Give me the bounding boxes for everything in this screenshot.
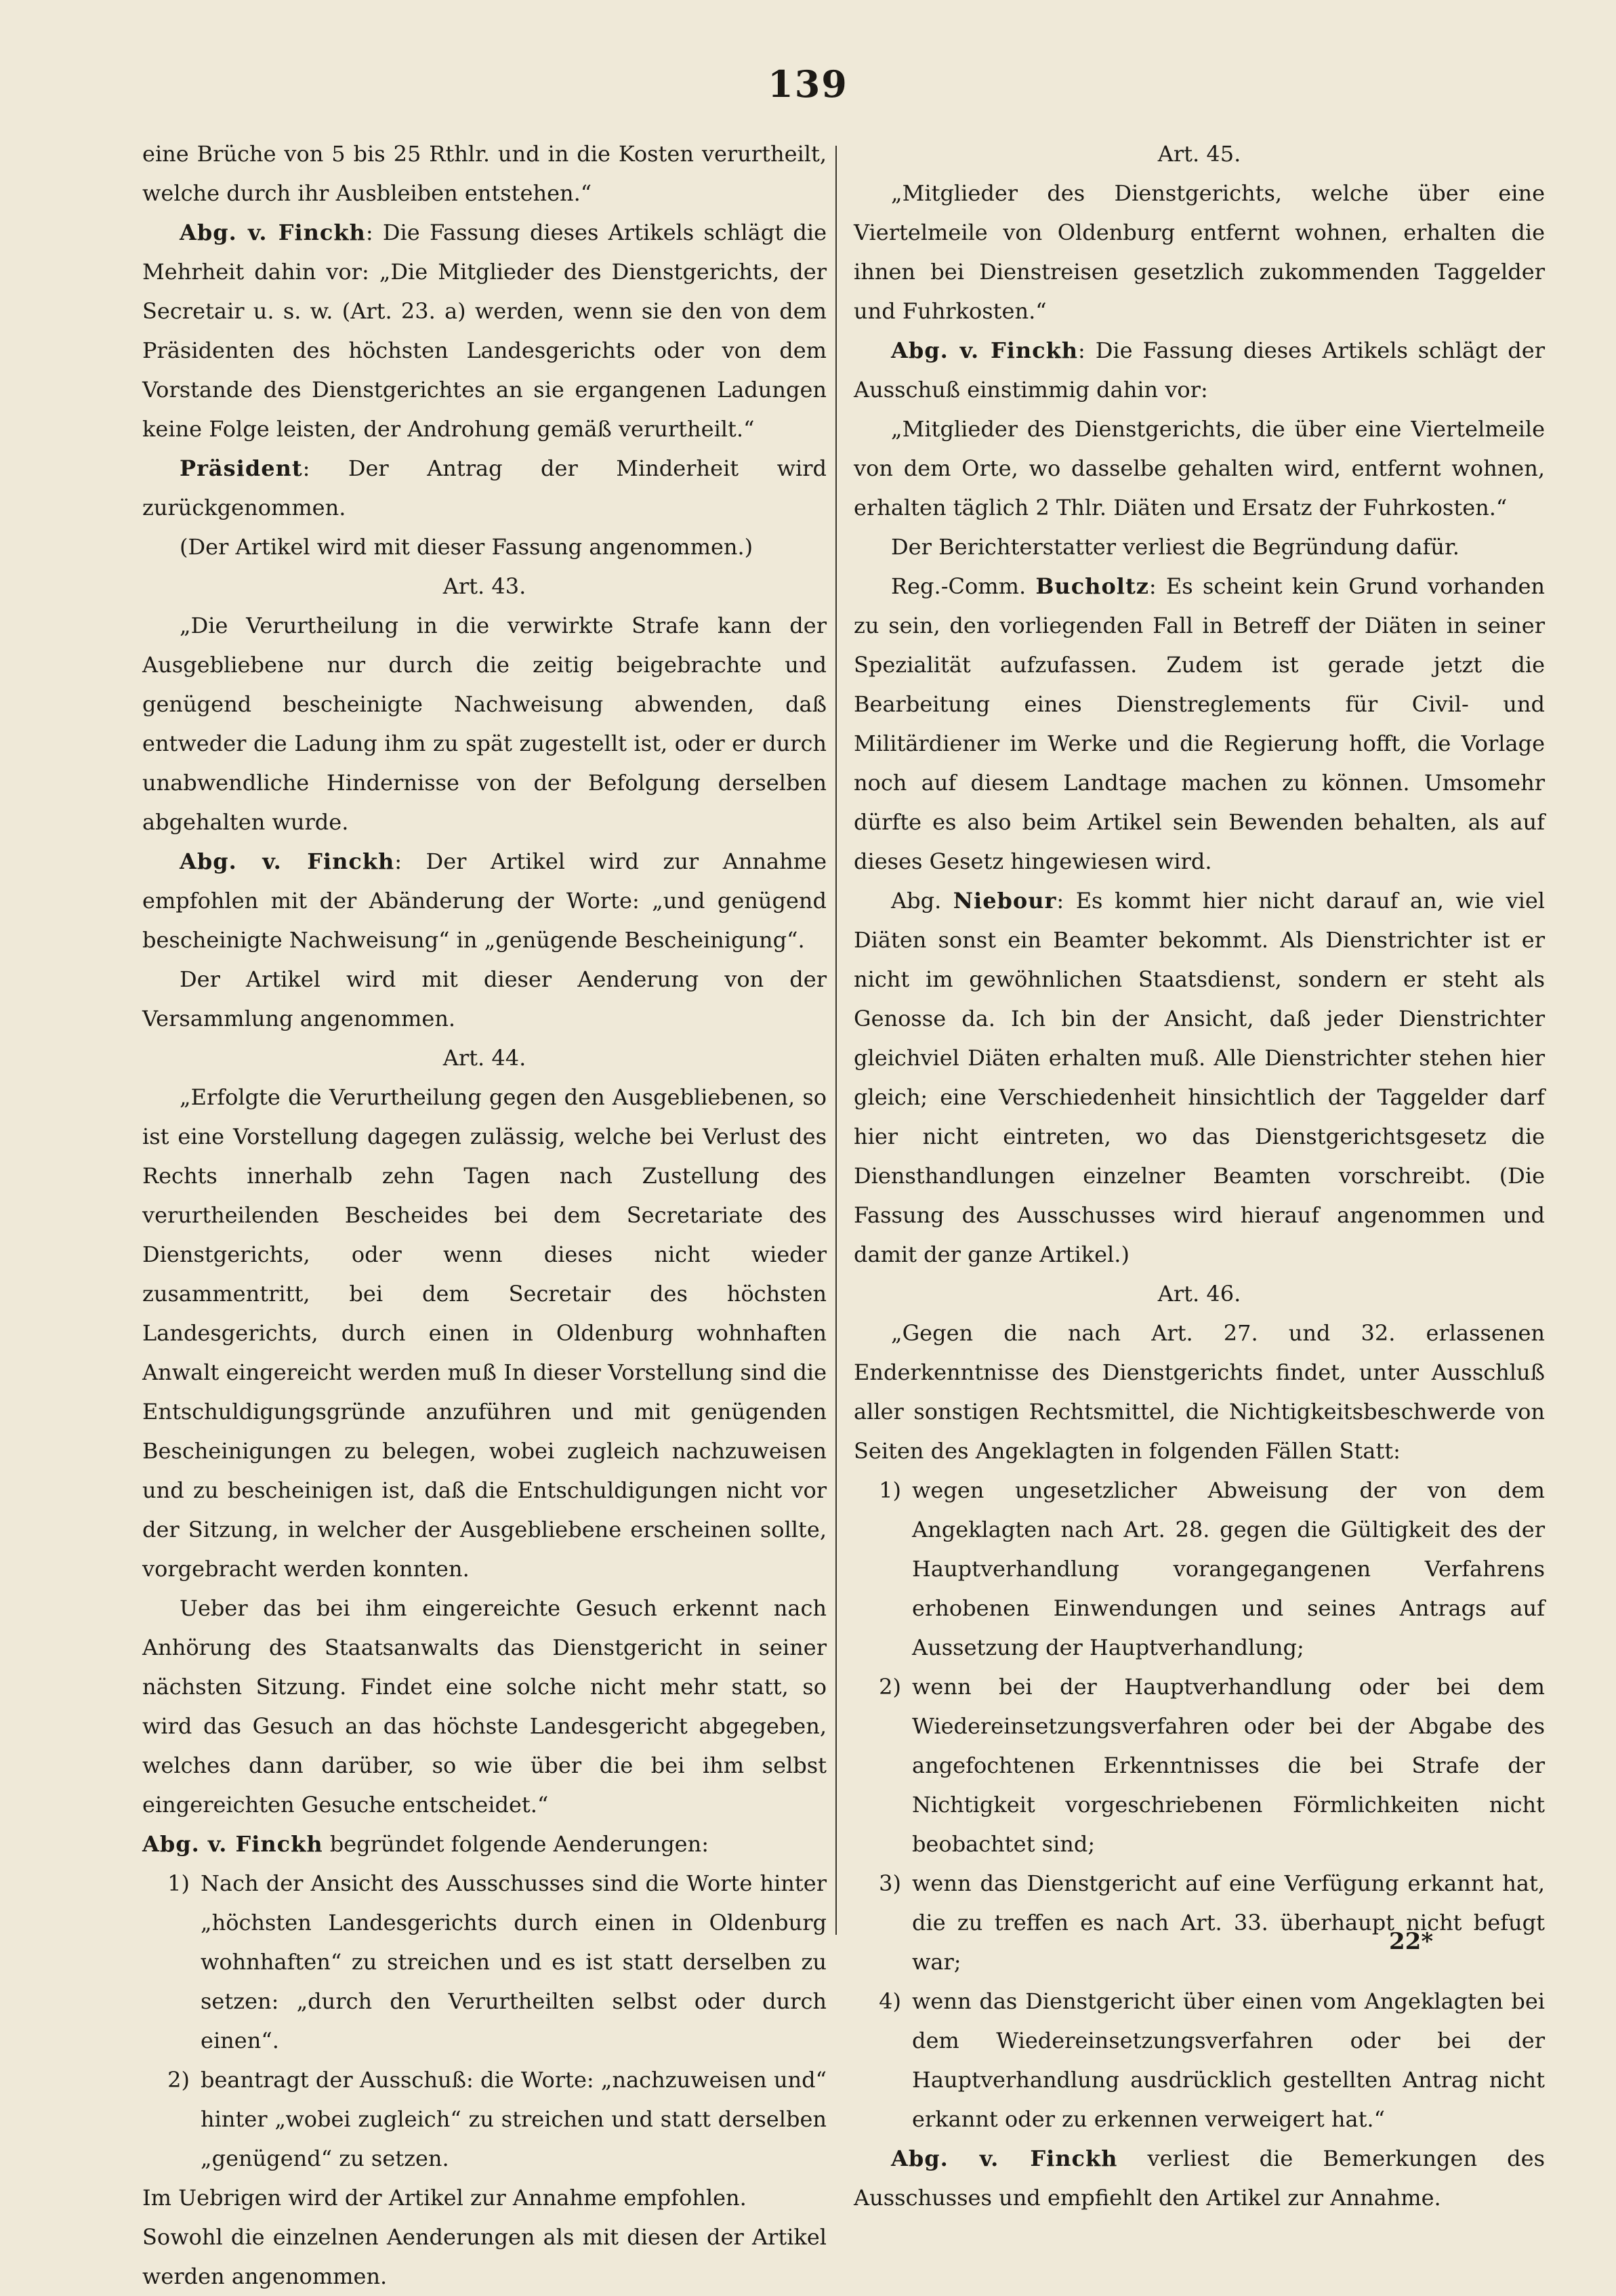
speech-text: : Der Artikel wird zur Annahme empfohlen mit der Abänderung der Worte: „und genügend bescheinigte Nachweisung“ in „genügende Bescheinigung“.: [142, 848, 827, 953]
list-item: [854, 1667, 1545, 1864]
speech-text: verliest die Bemerkungen des Ausschusses und empfiehlt den Artikel zur Annahme.: [854, 2146, 1546, 2211]
speech-text: begründet folgende Aenderungen:: [323, 1831, 709, 1857]
paragraph: [854, 2139, 1545, 2217]
list-number: 1): [879, 1477, 901, 1503]
speaker-name: Abg. v. Finckh: [891, 2146, 1118, 2171]
speaker-name: Abg. v. Finckh: [142, 1831, 323, 1857]
page-number: 139: [768, 62, 848, 106]
paragraph: Der Berichterstatter verliest die Begründung dafür.: [891, 534, 1459, 560]
speaker-title: Abg.: [891, 888, 953, 914]
list-number: 3): [879, 1870, 901, 1896]
list-item: [854, 1471, 1545, 1667]
right-column: [854, 134, 1545, 2217]
speaker-name: Bucholtz: [1035, 573, 1149, 599]
speaker-name: Abg. v. Finckh: [891, 337, 1079, 363]
list-item: [854, 1864, 1545, 1982]
article-text: „Die Verurtheilung in die verwirkte Strafe kann der Ausgebliebene nur durch die zeitig beigebrachte und genügend bescheinigte Nachweisung abwenden, daß entweder die Ladung ihm zu spät zugestellt ist, oder er durch unabwendliche Hindernisse von der Befolgung derselben abgehalten wurde.: [142, 613, 827, 835]
paragraph: [854, 567, 1545, 881]
article-heading: Art. 43.: [442, 573, 526, 599]
list-number: 4): [879, 1988, 901, 2014]
speech-text: : Die Fassung dieses Artikels schlägt die Mehrheit dahin vor: „Die Mitglieder des Dienstgerichts, der Secretair u. s. w. (Art. 23. a) werden, wenn sie den von dem Präsidenten des höchsten Landesgerichts oder von dem Vorstande des Dienstgerichtes an sie ergangenen Ladungen keine Folge leisten, der Androhung gemäß verurtheilt.“: [142, 220, 827, 442]
article-heading: Art. 46.: [1157, 1281, 1241, 1307]
paragraph: Im Uebrigen wird der Artikel zur Annahme empfohlen.: [142, 2185, 747, 2211]
speech-text: : Die Fassung dieses Artikels schlägt der Ausschuß einstimmig dahin vor:: [854, 337, 1545, 403]
paragraph: [142, 449, 827, 527]
signature-mark: 22*: [1389, 1928, 1434, 1955]
list-text: Nach der Ansicht des Ausschusses sind die Worte hinter „höchsten Landesgerichts durch einen in Oldenburg wohnhaften“ zu streichen und es ist statt derselben zu setzen: „durch den Verurtheilten selbst oder durch einen“.: [201, 1870, 827, 2053]
paragraph: eine Brüche von 5 bis 25 Rthlr. und in die Kosten verurtheilt, welche durch ihr Ausbleiben entstehen.“: [142, 141, 827, 206]
article-text: „Erfolgte die Verurtheilung gegen den Ausgebliebenen, so ist eine Vorstellung dagegen zulässig, welche bei Verlust des Rechts innerhalb zehn Tagen nach Zustellung des verurtheilenden Bescheides bei dem Secretariate des Dienstgerichts, oder wenn dieses nicht wieder zusammentritt, bei dem Secretair des höchsten Landesgerichts, durch einen in Oldenburg wohnhaften Anwalt eingereicht werden muß In dieser Vorstellung sind die Entschuldigungsgründe anzuführen und mit genügenden Bescheinigungen zu belegen, wobei zugleich nachzuweisen und zu bescheinigen ist, daß die Entschuldigungen nicht vor der Sitzung, in welcher der Ausgebliebene erscheinen sollte, vorgebracht werden konnten.: [142, 1084, 827, 1582]
paragraph: [142, 213, 827, 449]
article-text: „Gegen die nach Art. 27. und 32. erlassenen Enderkenntnisse des Dienstgerichts findet, unter Ausschluß aller sonstigen Rechtsmittel, die Nichtigkeitsbeschwerde von Seiten des Angeklagten in folgenden Fällen Statt:: [854, 1320, 1545, 1464]
article-text: Ueber das bei ihm eingereichte Gesuch erkennt nach Anhörung des Staatsanwalts das Dienstgericht in seiner nächsten Sitzung. Findet eine solche nicht mehr statt, so wird das Gesuch an das höchste Landesgericht abgegeben, welches dann darüber, so wie über die bei ihm selbst eingereichten Gesuche entscheidet.“: [142, 1595, 827, 1818]
list-text: wenn das Dienstgericht über einen vom Angeklagten bei dem Wiedereinsetzungsverfahren oder bei der Hauptverhandlung ausdrücklich gestellten Antrag nicht erkannt oder zu erkennen verweigert hat.“: [912, 1988, 1545, 2132]
paragraph: [142, 1824, 827, 1864]
list-item: [854, 1982, 1545, 2139]
speaker-name: Präsident: [180, 455, 303, 481]
list-number: 1): [167, 1870, 190, 1896]
speaker-name: Abg. v. Finckh: [180, 220, 366, 245]
article-text: „Mitglieder des Dienstgerichts, die über eine Viertelmeile von dem Orte, wo dasselbe gehalten wird, entfernt wohnen, erhalten täglich 2 Thlr. Diäten und Ersatz der Fuhrkosten.“: [854, 416, 1545, 520]
left-column: [142, 134, 827, 2296]
speech-text: : Der Antrag der Minderheit wird zurückgenommen.: [142, 455, 827, 520]
paragraph: [854, 331, 1545, 409]
list-text: wenn das Dienstgericht auf eine Verfügung erkannt hat, die zu treffen es nach Art. 33. überhaupt nicht befugt war;: [912, 1870, 1545, 1975]
list-number: 2): [879, 1674, 901, 1700]
list-item: [142, 2060, 827, 2178]
paragraph: [854, 881, 1545, 1274]
speaker-title: Reg.-Comm.: [891, 573, 1036, 599]
paragraph: Sowohl die einzelnen Aenderungen als mit diesen der Artikel werden angenommen.: [142, 2224, 827, 2289]
paragraph: (Der Artikel wird mit dieser Fassung angenommen.): [180, 534, 753, 560]
list-text: wenn bei der Hauptverhandlung oder bei dem Wiedereinsetzungsverfahren oder bei der Abgabe des angefochtenen Erkenntnisses die bei Strafe der Nichtigkeit vorgeschriebenen Förmlichkeiten nicht beobachtet sind;: [912, 1674, 1545, 1857]
paragraph: [142, 842, 827, 960]
list-text: wegen ungesetzlicher Abweisung der von dem Angeklagten nach Art. 28. gegen die Gültigkeit des der Hauptverhandlung vorangegangenen Verfahrens erhobenen Einwendungen und seines Antrags auf Aussetzung der Hauptverhandlung;: [912, 1477, 1545, 1660]
column-divider: [835, 146, 837, 1935]
article-heading: Art. 44.: [442, 1045, 526, 1071]
speech-text: : Es kommt hier nicht darauf an, wie viel Diäten sonst ein Beamter bekommt. Als Dienstrichter ist er nicht im gewöhnlichen Staatsdienst, sondern er steht als Genosse da. Ich bin der Ansicht, daß jeder Dienstrichter gleichviel Diäten erhalten muß. Alle Dienstrichter stehen hier gleich; eine Verschiedenheit hinsichtlich der Taggelder darf hier nicht eintreten, wo das Dienstgerichtsgesetz die Diensthandlungen einzelner Beamten vorschreibt. (Die Fassung des Ausschusses wird hierauf angenommen und damit der ganze Artikel.): [854, 888, 1546, 1267]
speaker-name: Niebour: [953, 888, 1057, 914]
article-text: „Mitglieder des Dienstgerichts, welche über eine Viertelmeile von Oldenburg entfernt wohnen, erhalten die ihnen bei Dienstreisen gesetzlich zukommenden Taggelder und Fuhrkosten.“: [854, 180, 1545, 324]
list-text: beantragt der Ausschuß: die Worte: „nachzuweisen und“ hinter „wobei zugleich“ zu streichen und statt derselben „genügend“ zu setzen.: [201, 2067, 827, 2171]
speech-text: : Es scheint kein Grund vorhanden zu sein, den vorliegenden Fall in Betreff der Diäten in seiner Spezialität aufzufassen. Zudem ist gerade jetzt die Bearbeitung eines Dienstreglements für Civil- und Militärdiener im Werke und die Regierung hofft, die Vorlage noch auf diesem Landtage machen zu können. Umsomehr dürfte es also beim Artikel sein Bewenden behalten, als auf dieses Gesetz hingewiesen wird.: [854, 573, 1546, 874]
list-item: [142, 1864, 827, 2060]
speaker-name: Abg. v. Finckh: [180, 848, 395, 874]
paragraph: Der Artikel wird mit dieser Aenderung von der Versammlung angenommen.: [142, 966, 827, 1031]
list-number: 2): [167, 2067, 190, 2093]
article-heading: Art. 45.: [1157, 141, 1241, 167]
